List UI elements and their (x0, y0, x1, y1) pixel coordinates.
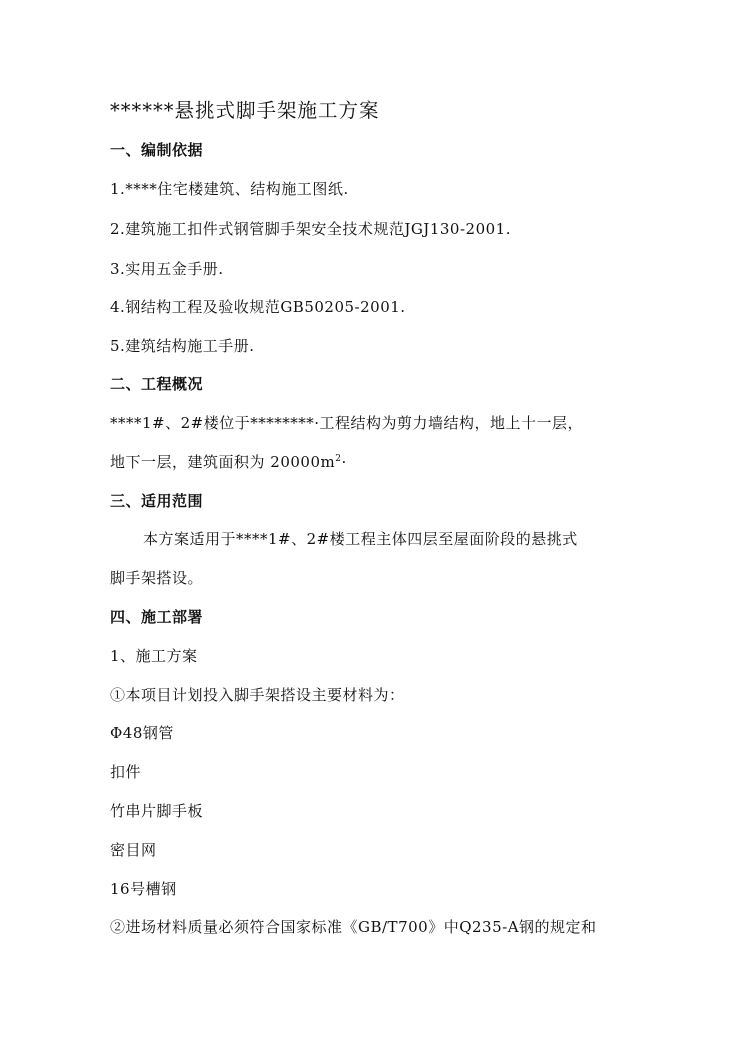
basis-item-4: 4.钢结构工程及验收规范GB50205-2001. (110, 298, 406, 316)
scope-line-2: 脚手架搭设。 (110, 569, 204, 587)
deployment-item-2: ②进场材料质量必须符合国家标准《GB/T700》中Q235-A钢的规定和 (110, 918, 597, 936)
basis-item-3: 3.实用五金手册. (110, 260, 224, 278)
material-item-1: Φ48钢管 (110, 724, 174, 742)
basis-item-5: 5.建筑结构施工手册. (110, 337, 255, 355)
scope-line-1: 本方案适用于****1#、2#楼工程主体四层至屋面阶段的悬挑式 (143, 530, 578, 548)
overview-line-2-end: · (341, 453, 347, 471)
basis-item-1: 1.****住宅楼建筑、结构施工图纸. (110, 180, 349, 198)
deployment-item-1: ①本项目计划投入脚手架搭设主要材料为： (110, 686, 405, 704)
overview-line-1: ****1#、2#楼位于********·工程结构为剪力墙结构，地上十一层， (110, 414, 583, 432)
material-item-5: 16号槽钢 (110, 880, 177, 898)
material-item-2: 扣件 (110, 763, 142, 781)
document-title: ******悬挑式脚手架施工方案 (110, 99, 380, 122)
section-heading-deployment: 四、施工部署 (110, 608, 204, 626)
section-heading-basis: 一、编制依据 (110, 141, 204, 159)
overview-line-2-text: 地下一层，建筑面积为 20000m (110, 453, 336, 471)
deployment-subheading-1: 1、施工方案 (110, 647, 198, 665)
material-item-3: 竹串片脚手板 (110, 802, 204, 820)
basis-item-2: 2.建筑施工扣件式钢管脚手架安全技术规范JGJ130-2001. (110, 220, 511, 238)
area-unit-superscript: 2 (335, 454, 342, 464)
material-item-4: 密目网 (110, 841, 157, 859)
overview-line-2 (110, 451, 347, 472)
section-heading-scope: 三、适用范围 (110, 492, 204, 510)
section-heading-overview: 二、工程概况 (110, 375, 204, 393)
